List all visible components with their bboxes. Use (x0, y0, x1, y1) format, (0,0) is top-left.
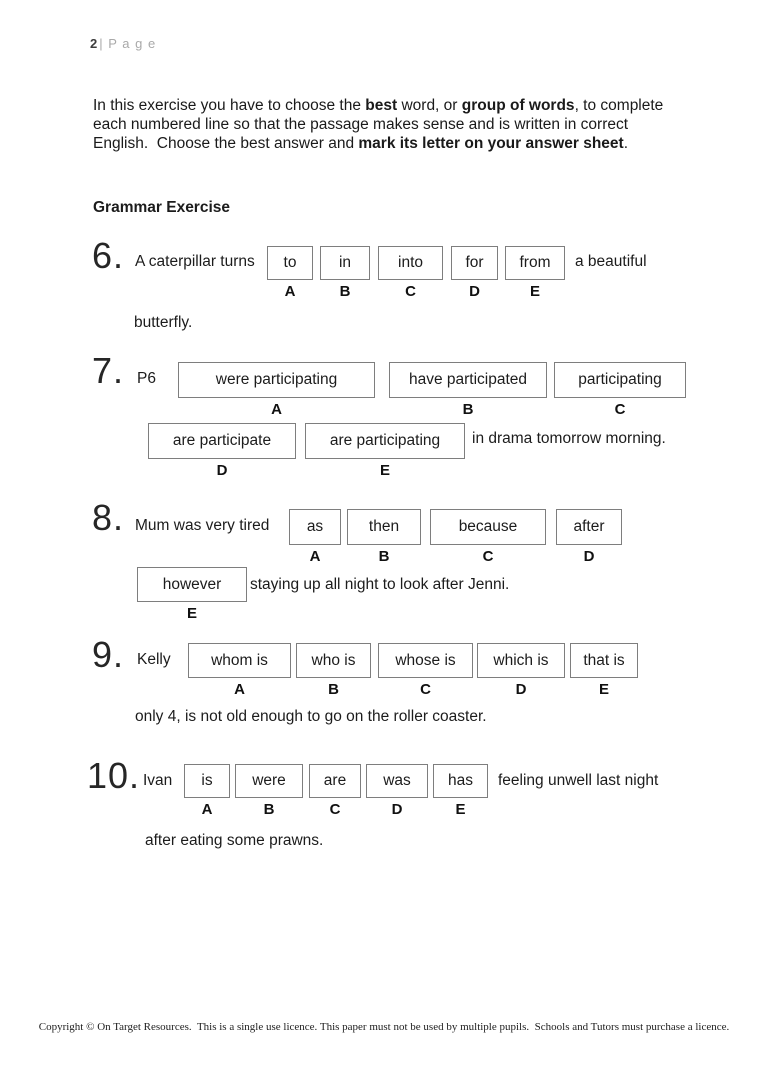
question-8-option-e (137, 567, 247, 622)
option-letter: B (328, 681, 339, 698)
option-text: as (306, 518, 324, 535)
question-6-number: 6. (92, 235, 125, 276)
option-box (347, 509, 421, 545)
instructions-text: . (623, 134, 629, 152)
option-letter: A (284, 283, 296, 300)
option-text: because (458, 518, 518, 535)
option-text: whose is (395, 651, 456, 669)
page-header (90, 36, 156, 51)
option-text: after (573, 518, 605, 535)
option-text: from (519, 254, 551, 271)
option-text: whom is (211, 651, 268, 669)
question-9-option-d (477, 643, 565, 698)
instructions-bold-group-of-words: group of words (461, 96, 575, 114)
option-text: was (383, 772, 411, 789)
option-letter: B (339, 283, 351, 300)
question-9-stem: Kelly (137, 651, 171, 668)
instructions-text: In this exercise you have to choose the (93, 96, 366, 114)
instructions-bold-mark-letter: mark its letter on your answer sheet (358, 134, 624, 152)
option-text: have participated (408, 371, 528, 388)
question-6-option-c (378, 246, 443, 300)
option-text: are (323, 772, 347, 789)
option-text: for (465, 254, 484, 271)
option-text: then (368, 518, 400, 535)
question-10-option-a (184, 764, 230, 818)
option-box (570, 643, 638, 678)
option-letter: B (378, 548, 390, 565)
option-letter: A (234, 681, 245, 698)
option-text: were participating (215, 371, 338, 388)
option-box (320, 246, 370, 280)
option-text: were (252, 772, 286, 789)
instructions-text: , to complete each numbered line so that the passage makes sense and is written in correct English. Choose the best answer and (93, 96, 668, 152)
option-letter: C (482, 548, 494, 565)
option-text: into (398, 254, 423, 271)
question-8-number: 8. (92, 497, 125, 538)
option-box (178, 362, 375, 398)
option-text: however (162, 575, 222, 593)
option-letter: A (201, 801, 213, 818)
option-box (184, 764, 230, 798)
question-9-continuation: only 4, is not old enough to go on the roller coaster. (135, 708, 487, 725)
question-6-option-d (451, 246, 498, 300)
option-letter: D (469, 283, 480, 300)
question-6-option-a (267, 246, 313, 300)
option-box (505, 246, 565, 280)
option-box (433, 764, 488, 798)
question-9-option-e (570, 643, 638, 698)
instructions-bold-best: best (365, 96, 398, 114)
option-text: in (338, 254, 352, 271)
question-8-option-c (430, 509, 546, 565)
option-text: who is (311, 651, 356, 669)
question-10-option-d (366, 764, 428, 818)
question-6-tail: a beautiful (575, 253, 647, 270)
option-box (148, 423, 296, 459)
option-text: are participating (329, 432, 441, 449)
question-7-option-a (178, 362, 375, 418)
option-letter: E (598, 681, 609, 698)
question-6-option-e (505, 246, 565, 300)
question-7-option-e (305, 423, 465, 479)
option-letter: C (329, 801, 341, 818)
option-letter: E (379, 462, 390, 479)
option-box (267, 246, 313, 280)
question-6-stem: A caterpillar turns (135, 253, 255, 270)
option-letter: D (583, 548, 595, 565)
question-9-number: 9. (92, 634, 125, 675)
question-7-option-b (389, 362, 547, 418)
option-box (378, 643, 473, 678)
question-7-stem: P6 (137, 370, 156, 387)
option-letter: A (309, 548, 321, 565)
question-8-option-d (556, 509, 622, 565)
option-box (366, 764, 428, 798)
option-letter: A (271, 401, 282, 418)
option-box (451, 246, 498, 280)
option-box (378, 246, 443, 280)
question-10-number: 10. (87, 755, 141, 796)
option-text: participating (578, 371, 662, 388)
option-text: has (448, 772, 473, 789)
option-box (235, 764, 303, 798)
option-letter: E (529, 283, 540, 300)
option-letter: B (462, 401, 474, 418)
option-letter: D (391, 801, 403, 818)
question-9-option-a (188, 643, 291, 698)
option-box (430, 509, 546, 545)
instructions-paragraph (93, 96, 679, 153)
question-6-option-b (320, 246, 370, 300)
question-6-continuation: butterfly. (134, 314, 193, 331)
question-9-option-b (296, 643, 371, 698)
option-letter: B (263, 801, 275, 818)
question-10-option-b (235, 764, 303, 818)
question-10-option-c (309, 764, 361, 818)
instructions-text: word, or (397, 96, 462, 114)
section-title: Grammar Exercise (93, 199, 231, 216)
option-text: which is (493, 651, 549, 669)
question-7-tail: in drama tomorrow morning. (472, 430, 666, 447)
question-10-stem: Ivan (143, 772, 173, 789)
question-7-number: 7. (92, 350, 125, 391)
question-10-tail: feeling unwell last night (498, 772, 659, 789)
question-7-option-c (554, 362, 686, 418)
option-letter: C (614, 401, 626, 418)
option-box (389, 362, 547, 398)
question-10-continuation: after eating some prawns. (145, 832, 324, 849)
option-text: is (201, 772, 213, 789)
question-7-option-d (148, 423, 296, 479)
footer-copyright: Copyright © On Target Resources. This is a single use licence. This paper must not be used by multiple pupils. Schools and Tutors must purchase a licence. (38, 1021, 730, 1033)
option-letter: E (186, 605, 197, 622)
question-8-option-a (289, 509, 341, 565)
option-letter: C (420, 681, 431, 698)
option-letter: C (405, 283, 416, 300)
question-8-tail: staying up all night to look after Jenni. (250, 576, 510, 593)
option-letter: D (216, 462, 228, 479)
option-text: to (283, 254, 297, 271)
option-text: are participate (172, 432, 272, 449)
option-box (188, 643, 291, 678)
question-9-option-c (378, 643, 473, 698)
option-box (296, 643, 371, 678)
question-8-stem: Mum was very tired (135, 517, 270, 534)
page-number: 2 (90, 36, 98, 51)
option-box (556, 509, 622, 545)
option-box (477, 643, 565, 678)
option-letter: D (515, 681, 527, 698)
page-label: | P a g e (99, 36, 157, 51)
option-box (305, 423, 465, 459)
option-box (309, 764, 361, 798)
option-box (554, 362, 686, 398)
option-box (289, 509, 341, 545)
question-8-option-b (347, 509, 421, 565)
option-letter: E (455, 801, 466, 818)
question-10-option-e (433, 764, 488, 818)
option-box (137, 567, 247, 602)
option-text: that is (583, 651, 625, 669)
